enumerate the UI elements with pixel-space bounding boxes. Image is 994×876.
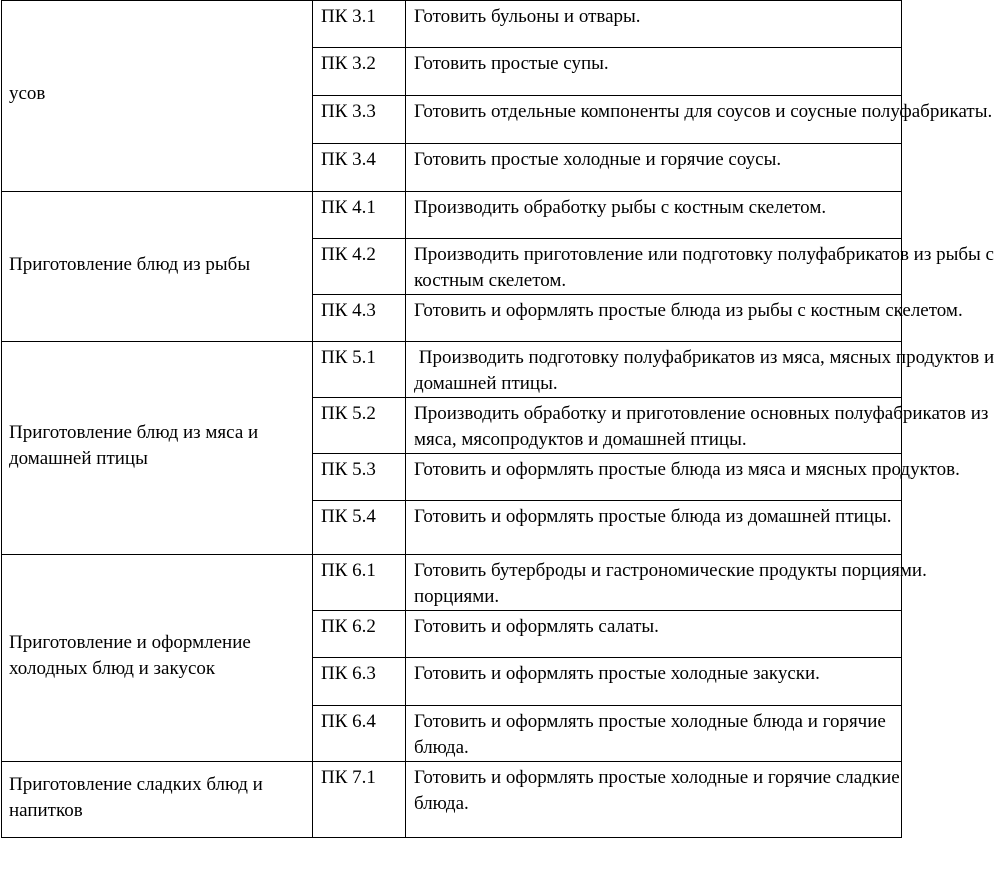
competency-code: ПК 7.1	[321, 767, 376, 788]
competency-code: ПК 4.1	[321, 197, 376, 218]
competency-description-cell	[406, 239, 994, 295]
competency-code: ПК 3.4	[321, 149, 376, 170]
table-row	[2, 342, 902, 398]
competency-code-cell	[313, 1, 406, 48]
table-row	[2, 762, 902, 838]
competency-description-cell	[406, 454, 960, 501]
competency-code: ПК 3.3	[321, 101, 376, 122]
competency-description-cell	[406, 342, 994, 398]
competency-code-cell	[313, 454, 406, 501]
competency-description: Готовить и оформлять простые холодные и горячие сладкие блюда.	[414, 767, 900, 814]
competency-description: Готовить простые супы.	[414, 53, 609, 74]
competency-code-cell	[313, 239, 406, 295]
competency-code-cell	[313, 706, 406, 762]
competency-code: ПК 4.3	[321, 300, 376, 321]
section-title: Приготовление сладких блюд и напитков	[9, 773, 263, 821]
competency-description: Готовить и оформлять простые блюда из домашней птицы.	[414, 506, 892, 527]
competency-code: ПК 3.2	[321, 53, 376, 74]
competency-code-cell	[313, 192, 406, 239]
competency-description: Готовить и оформлять простые блюда из рыбы с костным скелетом.	[414, 300, 963, 321]
competency-code: ПК 4.2	[321, 244, 376, 265]
competency-description-cell	[406, 398, 989, 454]
competency-code-cell	[313, 398, 406, 454]
competency-code-cell	[313, 295, 406, 342]
table-row	[2, 192, 902, 239]
competency-description: Готовить и оформлять салаты.	[414, 616, 659, 637]
competency-code: ПК 6.1	[321, 560, 376, 581]
section-title-cell	[2, 1, 313, 192]
competency-code-cell	[313, 555, 406, 611]
competency-description: Готовить бульоны и отвары.	[414, 6, 641, 27]
competency-description: Готовить и оформлять простые блюда из мяса и мясных продуктов.	[414, 459, 960, 480]
section-title-cell	[2, 192, 313, 342]
competency-description-cell	[406, 144, 902, 192]
competency-code-cell	[313, 96, 406, 144]
competency-code: ПК 5.3	[321, 459, 376, 480]
section-title: Приготовление и оформление холодных блюд и закусок	[9, 632, 251, 679]
competency-description-cell	[406, 96, 993, 144]
competency-description-cell	[406, 48, 902, 96]
competency-description: Готовить бутерброды и гастрономические продукты порциями. порциями.	[414, 560, 927, 607]
table-body	[2, 1, 994, 838]
competency-table	[1, 0, 994, 838]
competency-description-cell	[406, 295, 963, 342]
competency-description: Готовить простые холодные и горячие соусы.	[414, 149, 782, 170]
competency-code: ПК 6.4	[321, 711, 376, 732]
competency-description-cell	[406, 1, 902, 48]
section-title-cell	[2, 342, 313, 555]
competency-description: Готовить и оформлять простые холодные закуски.	[414, 663, 820, 684]
competency-description-cell	[406, 501, 902, 555]
competency-code: ПК 3.1	[321, 6, 376, 27]
competency-code: ПК 5.4	[321, 506, 376, 527]
section-title: Приготовление блюд из рыбы	[9, 253, 251, 275]
competency-code-cell	[313, 762, 406, 838]
section-title-cell	[2, 555, 313, 762]
competency-description: Производить обработку рыбы с костным скелетом.	[414, 197, 827, 218]
competency-code-cell	[313, 658, 406, 706]
competency-description-cell	[406, 762, 902, 838]
competency-code-cell	[313, 342, 406, 398]
competency-code: ПК 5.2	[321, 403, 376, 424]
competency-description-cell	[406, 706, 902, 762]
section-title-cell	[2, 762, 313, 838]
competency-description: Готовить и оформлять простые холодные блюда и горячие блюда.	[414, 711, 886, 758]
competency-description: Производить приготовление или подготовку полуфабрикатов из рыбы с костным скелетом.	[414, 244, 994, 291]
section-title: Приготовление блюд из мяса и домашней птицы	[9, 422, 259, 469]
competency-code-cell	[313, 611, 406, 658]
competency-code-cell	[313, 501, 406, 555]
competency-description-cell	[406, 611, 902, 658]
competency-description: Готовить отдельные компоненты для соусов и соусные полуфабрикаты.	[414, 101, 993, 122]
competency-code: ПК 6.2	[321, 616, 376, 637]
section-title: усов	[9, 83, 46, 104]
competency-code-cell	[313, 48, 406, 96]
competency-code: ПК 6.3	[321, 663, 376, 684]
competency-code-cell	[313, 144, 406, 192]
competency-code: ПК 5.1	[321, 347, 376, 368]
table-row	[2, 1, 902, 48]
competency-description: Производить подготовку полуфабрикатов из мяса, мясных продуктов и домашней птицы.	[414, 347, 994, 394]
competency-description-cell	[406, 555, 927, 611]
table-row	[2, 555, 902, 611]
competency-description-cell	[406, 192, 902, 239]
competency-description-cell	[406, 658, 902, 706]
competency-description: Производить обработку и приготовление основных полуфабрикатов из мяса, мясопродуктов и домашней птицы.	[414, 403, 989, 450]
